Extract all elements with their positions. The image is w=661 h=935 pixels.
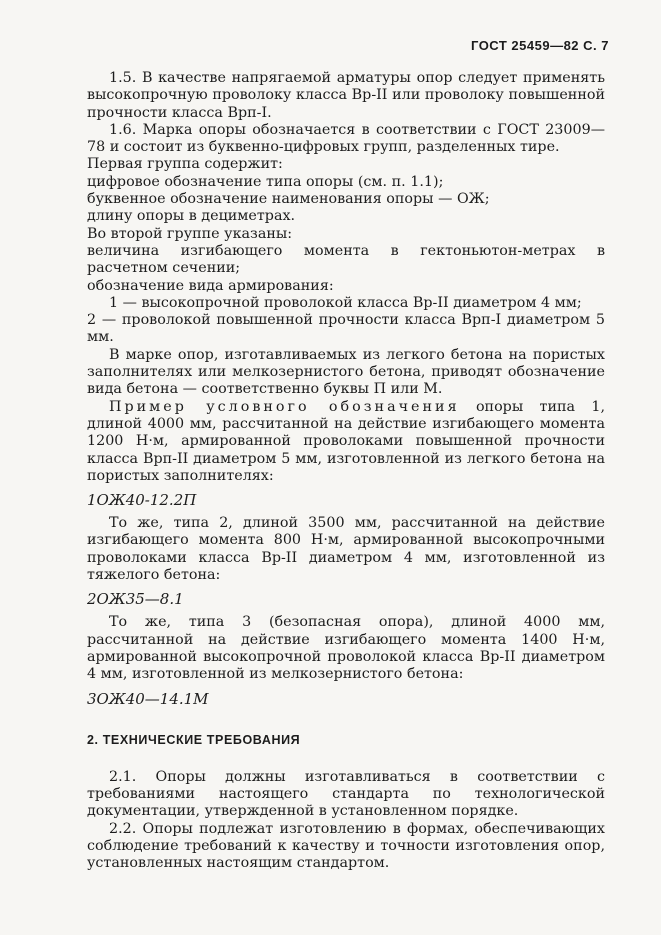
example-1-text: опоры типа 1, длиной 4000 мм, рассчитанной на действие изгибающего момента 1200 Н·м, армированной проволоками повышенной прочности класса Врп-II диаметром 5 мм, изготовленной из легкого бетона на пористых заполнителях: (87, 398, 606, 484)
reinforcement-1: 1 — высокопрочной проволокой класса Вр-II диаметром 4 мм; (109, 294, 582, 311)
concrete-note: В марке опор, изготавливаемых из легкого бетона на пористых заполнителях или мелкозернистого бетона, приводят обозначение вида бетона — соответственно буквы П или М. (87, 346, 605, 398)
example-lead: Пример условного обозначения (109, 398, 460, 415)
page-header: ГОСТ 25459—82 С. 7 (471, 38, 609, 53)
clause-1-6: 1.6. Марка опоры обозначается в соответствии с ГОСТ 23009—78 и состоит из буквенно-цифровых групп, разделенных тире. (87, 121, 605, 156)
designation-formula-3: 3ОЖ40—14.1М (87, 689, 209, 708)
clause-2-1: 2.1. Опоры должны изготавливаться в соответствии с требованиями настоящего стандарта по технологической документации, утвержденной в установленном порядке. (87, 768, 605, 820)
designation-formula-1: 1ОЖ40-12.2П (87, 491, 197, 510)
document-body (87, 70, 605, 873)
example-3: То же, типа 3 (безопасная опора), длиной 4000 мм, рассчитанной на действие изгибающего момента 1400 Н·м, армированной высокопрочной проволокой класса Вр-II диаметром 4 мм, изготовленной из мелкозернистого бетона: (87, 614, 605, 683)
second-group-reinforcement: обозначение вида армирования: (87, 277, 334, 294)
first-group-item: цифровое обозначение типа опоры (см. п. 1.1); (87, 173, 444, 190)
example-1 (87, 399, 605, 485)
second-group-moment: величина изгибающего момента в гектоньютон-метрах в расчетном сечении; (87, 242, 605, 277)
designation-formula-2: 2ОЖ35—8.1 (87, 590, 184, 609)
clause-1-5: 1.5. В качестве напрягаемой арматуры опор следует применять высокопрочную проволоку класса Вр-II или проволоку повышенной прочности класса Врп-I. (87, 70, 605, 121)
example-2: То же, типа 2, длиной 3500 мм, рассчитанной на действие изгибающего момента 800 Н·м, армированной высокопрочными проволоками класса Вр-II диаметром 4 мм, изготовленной из тяжелого бетона: (87, 515, 605, 584)
first-group-item: буквенное обозначение наименования опоры — ОЖ; (87, 191, 490, 208)
clause-2-2: 2.2. Опоры подлежат изготовлению в формах, обеспечивающих соблюдение требований к качеству и точности изготовления опор, установленных настоящим стандартом. (87, 820, 605, 872)
second-group-title: Во второй группе указаны: (87, 225, 293, 242)
section-2-title: 2. ТЕХНИЧЕСКИЕ ТРЕБОВАНИЯ (87, 732, 301, 747)
first-group-title: Первая группа содержит: (87, 156, 283, 173)
reinforcement-2: 2 — проволокой повышенной прочности класса Врп-I диаметром 5 мм. (87, 312, 605, 346)
first-group-item: длину опоры в дециметрах. (87, 208, 296, 225)
